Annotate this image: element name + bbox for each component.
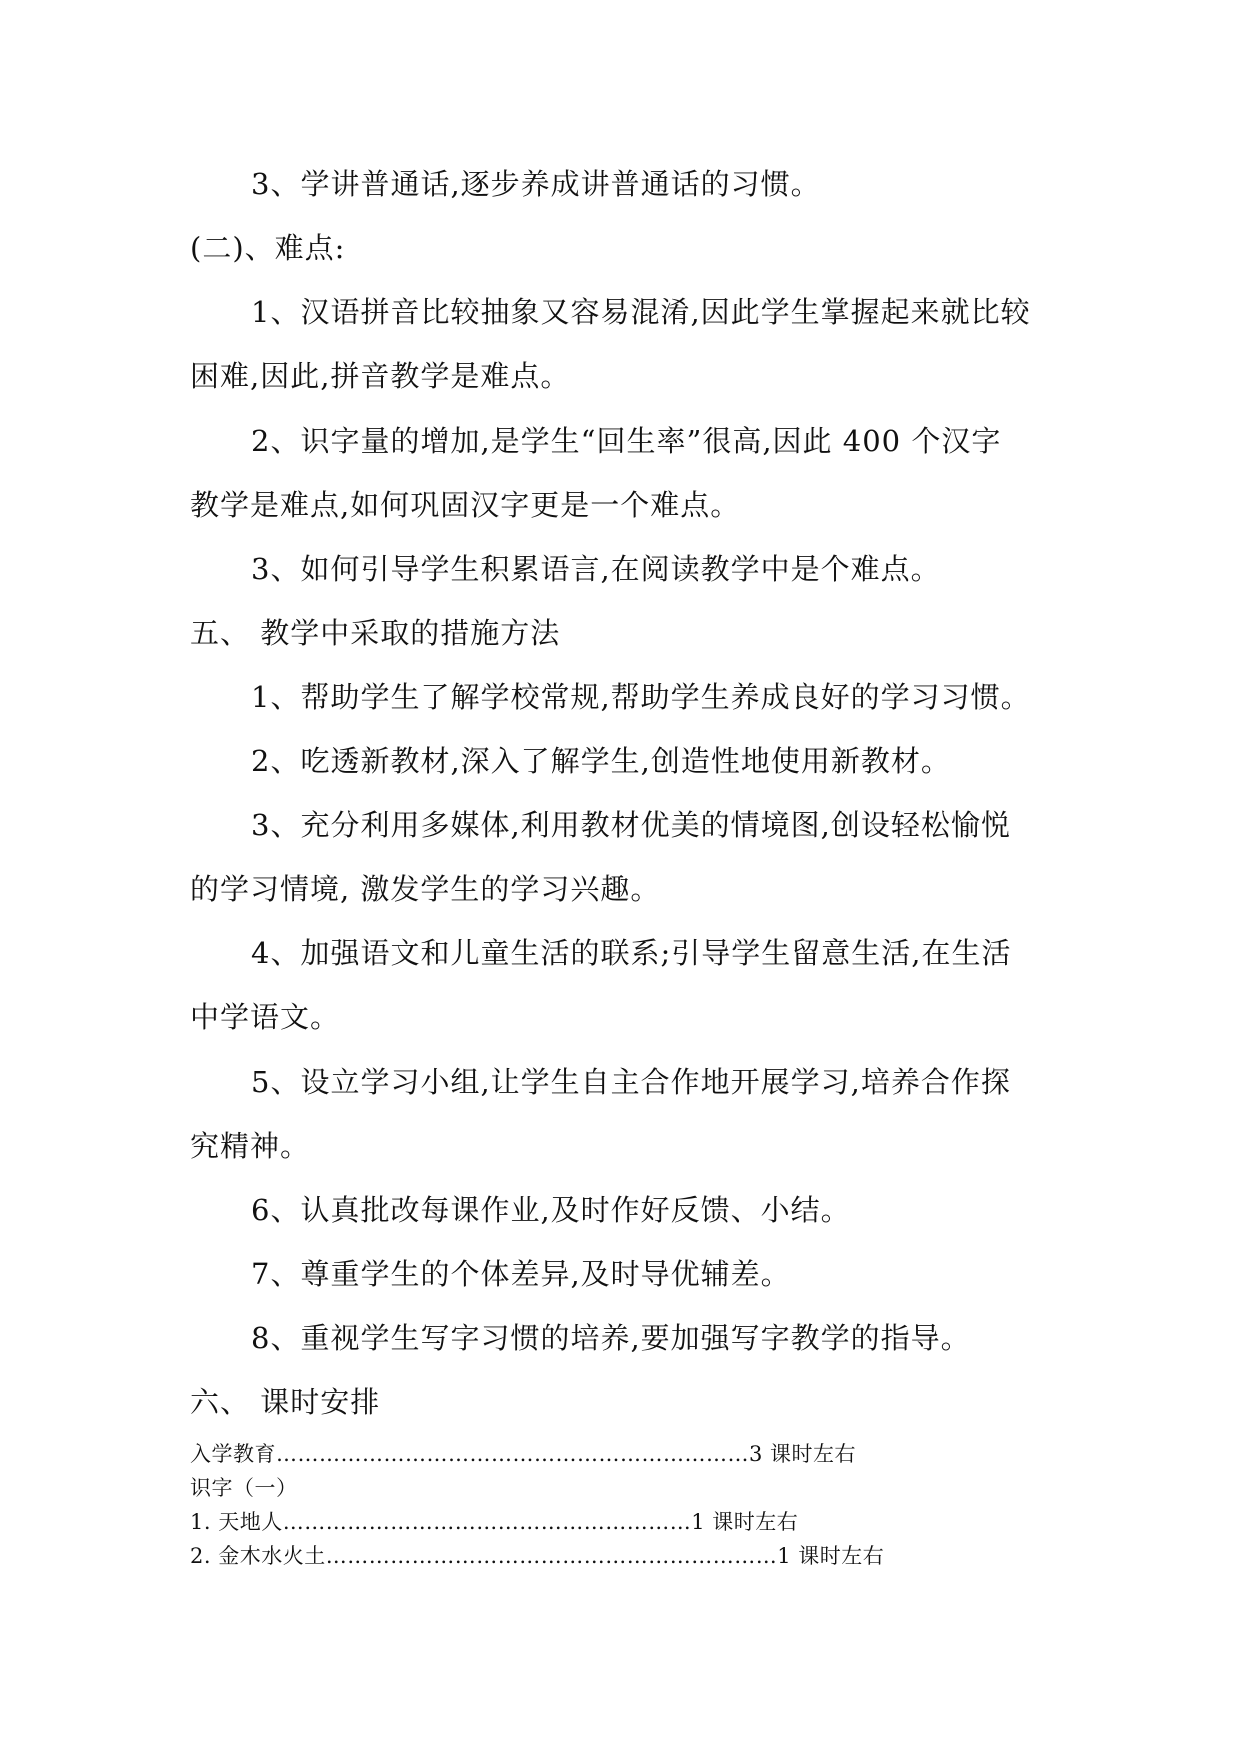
section-difficulties-heading: (二)、难点: bbox=[190, 231, 346, 265]
measure-5-line-1: 5、设立学习小组,让学生自主合作地开展学习,培养合作探 bbox=[251, 1065, 1011, 1099]
measure-4-line-1: 4、加强语文和儿童生活的联系;引导学生留意生活,在生活 bbox=[251, 936, 1012, 970]
difficulty-1-line-2: 困难,因此,拼音教学是难点。 bbox=[190, 359, 571, 393]
difficulty-2-line-2: 教学是难点,如何巩固汉字更是一个难点。 bbox=[190, 488, 741, 522]
measure-4-line-2: 中学语文。 bbox=[190, 1000, 341, 1034]
section-six-heading: 六、 课时安排 bbox=[190, 1385, 381, 1419]
measure-7: 7、尊重学生的个体差异,及时导优辅差。 bbox=[251, 1257, 791, 1291]
measure-2: 2、吃透新教材,深入了解学生,创造性地使用新教材。 bbox=[251, 744, 951, 778]
difficulty-2-line-1: 2、识字量的增加,是学生“回生率”很高,因此 400 个汉字 bbox=[251, 424, 1002, 458]
measure-1: 1、帮助学生了解学校常规,帮助学生养成良好的学习习惯。 bbox=[251, 680, 1031, 714]
difficulty-1-line-1: 1、汉语拼音比较抽象又容易混淆,因此学生掌握起来就比较 bbox=[251, 295, 1031, 329]
section-five-heading: 五、 教学中采取的措施方法 bbox=[190, 616, 561, 650]
difficulty-3: 3、如何引导学生积累语言,在阅读教学中是个难点。 bbox=[251, 552, 941, 586]
schedule-entry-intro: 入学教育…………………………………………………………3 课时左右 bbox=[190, 1442, 857, 1466]
measure-3-line-1: 3、充分利用多媒体,利用教材优美的情境图,创设轻松愉悦 bbox=[251, 808, 1011, 842]
measure-6: 6、认真批改每课作业,及时作好反馈、小结。 bbox=[251, 1193, 851, 1227]
measure-8: 8、重视学生写字习惯的培养,要加强写字教学的指导。 bbox=[251, 1321, 971, 1355]
measure-3-line-2: 的学习情境, 激发学生的学习兴趣。 bbox=[190, 872, 661, 906]
schedule-entry-lesson-2: 2. 金木水火土………………………………………………………1 课时左右 bbox=[190, 1544, 885, 1568]
difficulty-point-3: 3、学讲普通话,逐步养成讲普通话的习惯。 bbox=[251, 167, 821, 201]
schedule-unit-literacy-1: 识字（一） bbox=[190, 1476, 298, 1500]
schedule-entry-lesson-1: 1. 天地人…………………………………………………1 课时左右 bbox=[190, 1510, 799, 1534]
measure-5-line-2: 究精神。 bbox=[190, 1129, 311, 1163]
